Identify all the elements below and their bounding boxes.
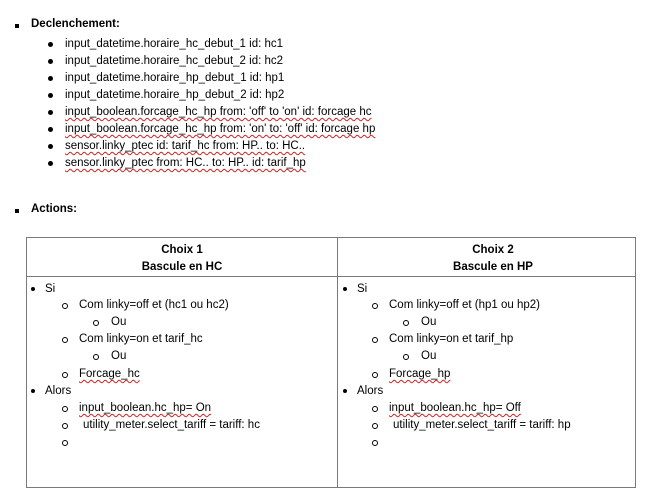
bullet-icon — [48, 161, 53, 166]
list-item — [48, 53, 375, 70]
circle-bullet-icon — [62, 337, 68, 343]
circle-bullet-icon — [372, 303, 378, 309]
col2-act1: input_boolean.hc_hp= Off — [389, 402, 521, 414]
triggers-list — [48, 36, 375, 172]
bullet-icon — [48, 144, 53, 149]
col2-title: Choix 2 — [472, 244, 514, 256]
list-item — [48, 138, 375, 155]
list-item — [48, 36, 375, 53]
section-bullet — [15, 209, 19, 213]
col2-cond2: Com linky=on et tarif_hp — [389, 333, 514, 345]
col1-ou2: Ou — [111, 350, 127, 362]
col1-act2: utility_meter.select_tariff = tariff: hc — [83, 419, 260, 431]
col2-cond1: Com linky=off et (hp1 ou hp2) — [389, 299, 540, 311]
col2-ou1: Ou — [421, 316, 437, 328]
trigger-text: input_boolean.forcage_hc_hp from: 'on' to: 'off' id: forcage hp — [65, 123, 376, 135]
col2-subtitle: Bascule en HP — [453, 261, 533, 273]
circle-bullet-icon — [62, 423, 68, 429]
section-bullet — [15, 24, 19, 28]
col1-alors: Alors — [45, 385, 72, 397]
triggers-title: Declenchement: — [31, 18, 120, 30]
trigger-text: input_datetime.horaire_hc_debut_2 id: hc2 — [65, 55, 284, 67]
list-item — [48, 155, 375, 172]
bullet-icon — [48, 76, 53, 81]
bullet-icon — [48, 42, 53, 47]
col1-act1: input_boolean.hc_hp= On — [79, 402, 212, 414]
col2-cond3: Forcage_hp — [389, 368, 451, 380]
col2-ou2: Ou — [421, 350, 437, 362]
circle-bullet-icon — [372, 372, 378, 378]
list-item — [48, 70, 375, 87]
col1-cond1: Com linky=off et (hc1 ou hc2) — [79, 299, 229, 311]
circle-bullet-icon — [62, 406, 68, 412]
bullet-icon — [48, 59, 53, 64]
col1-header — [27, 242, 337, 276]
actions-table — [26, 237, 636, 488]
actions-title: Actions: — [31, 203, 77, 215]
circle-bullet-icon — [372, 423, 378, 429]
trigger-text: sensor.linky_ptec id: tarif_hc from: HP.. to: HC.. — [65, 140, 306, 152]
trigger-text: input_datetime.horaire_hp_debut_1 id: hp1 — [65, 72, 285, 84]
trigger-text: input_datetime.horaire_hc_debut_1 id: hc1 — [65, 38, 284, 50]
col2-header — [338, 242, 648, 276]
list-item — [48, 104, 375, 121]
col1-subtitle: Bascule en HC — [141, 261, 223, 273]
trigger-text: input_boolean.forcage_hc_hp from: 'off' to 'on' id: forcage hc — [65, 106, 372, 118]
col2-alors: Alors — [357, 385, 384, 397]
bullet-icon — [31, 287, 35, 291]
col2-si: Si — [357, 283, 368, 295]
circle-bullet-icon — [403, 354, 409, 360]
circle-bullet-icon — [403, 320, 409, 326]
col2-act2: utility_meter.select_tariff = tariff: hp — [393, 419, 571, 431]
bullet-icon — [48, 127, 53, 132]
bullet-icon — [343, 389, 347, 393]
list-item — [48, 87, 375, 104]
col1-title: Choix 1 — [161, 244, 203, 256]
circle-bullet-icon — [62, 303, 68, 309]
trigger-text: sensor.linky_ptec from: HC.. to: HP.. id: tarif_hp — [65, 157, 306, 169]
circle-bullet-icon — [372, 440, 378, 446]
bullet-icon — [48, 93, 53, 98]
col1-cond3: Forcage_hc — [79, 368, 140, 380]
trigger-text: input_datetime.horaire_hp_debut_2 id: hp2 — [65, 89, 285, 101]
circle-bullet-icon — [372, 406, 378, 412]
circle-bullet-icon — [62, 372, 68, 378]
list-item — [48, 121, 375, 138]
bullet-icon — [48, 110, 53, 115]
bullet-icon — [343, 287, 347, 291]
col1-si: Si — [45, 283, 56, 295]
circle-bullet-icon — [93, 354, 99, 360]
circle-bullet-icon — [62, 440, 68, 446]
col1-ou1: Ou — [111, 316, 127, 328]
circle-bullet-icon — [93, 320, 99, 326]
bullet-icon — [31, 389, 35, 393]
header-divider — [27, 276, 635, 277]
circle-bullet-icon — [372, 337, 378, 343]
col1-cond2: Com linky=on et tarif_hc — [79, 333, 203, 345]
